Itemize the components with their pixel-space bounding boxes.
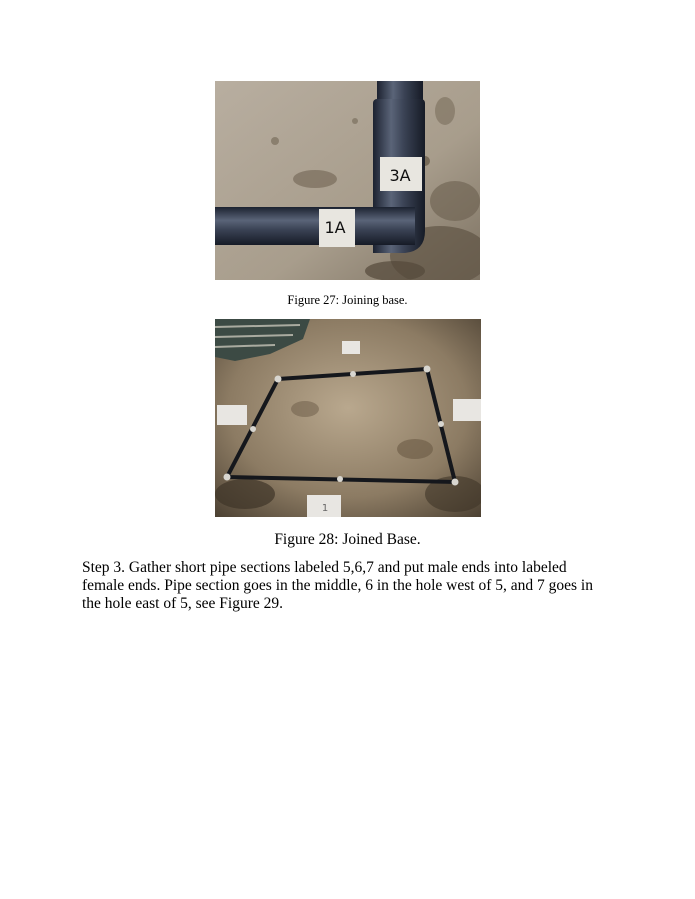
figure-28-photo [215, 319, 481, 517]
step-3-line-2: female ends. Pipe section goes in the middle, 6 in the hole west of 5, and 7 goes in [82, 577, 593, 594]
step-3-line-3: the hole east of 5, see Figure 29. [82, 595, 284, 612]
pipe-label-3a: 3A [389, 166, 411, 185]
step-3-paragraph [82, 559, 622, 613]
figure-27-caption: Figure 27: Joining base. [287, 293, 408, 307]
step-3-line-1: Step 3. Gather short pipe sections labeled 5,6,7 and put male ends into labeled [82, 559, 567, 576]
marker-label-1: 1 [321, 503, 329, 514]
pipe-label-1a: 1A [324, 218, 346, 237]
figure-27-photo [215, 81, 480, 280]
figure-28-caption: Figure 28: Joined Base. [274, 531, 421, 548]
